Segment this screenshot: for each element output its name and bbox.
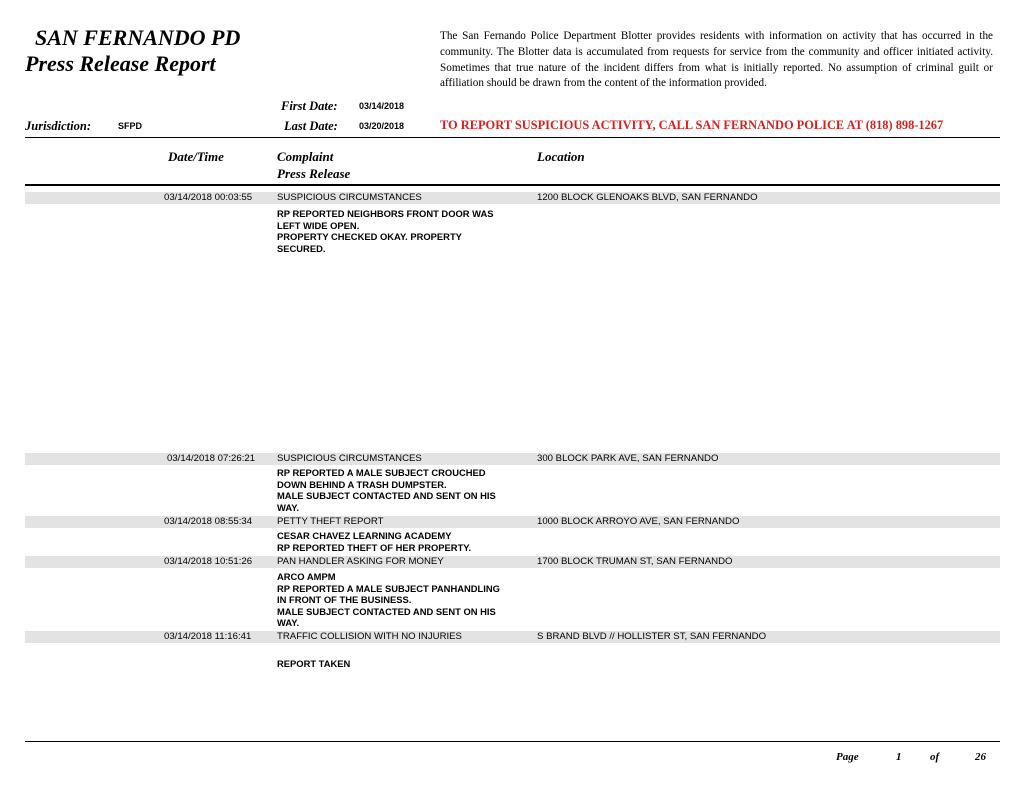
record-complaint: PAN HANDLER ASKING FOR MONEY bbox=[277, 556, 444, 567]
record-release-line: ARCO AMPM bbox=[277, 571, 336, 582]
record-location: 1700 BLOCK TRUMAN ST, SAN FERNANDO bbox=[537, 556, 733, 567]
header-divider bbox=[25, 137, 1000, 138]
report-title: Press Release Report bbox=[25, 51, 216, 76]
record-location: 300 BLOCK PARK AVE, SAN FERNANDO bbox=[537, 453, 719, 464]
record-datetime: 03/14/2018 08:55:34 bbox=[164, 516, 253, 527]
record-location: S BRAND BLVD // HOLLISTER ST, SAN FERNANDO bbox=[537, 631, 767, 642]
suspicious-activity-warning: TO REPORT SUSPICIOUS ACTIVITY, CALL SAN FERNANDO POLICE AT (818) 898-1267 bbox=[440, 118, 944, 132]
column-divider bbox=[25, 184, 1000, 186]
record-release-line: MALE SUBJECT CONTACTED AND SENT ON HIS bbox=[277, 490, 496, 501]
record-complaint: TRAFFIC COLLISION WITH NO INJURIES bbox=[277, 631, 462, 642]
record-datetime: 03/14/2018 07:26:21 bbox=[167, 453, 256, 464]
record-release-line: WAY. bbox=[277, 501, 300, 513]
jurisdiction-label: Jurisdiction: bbox=[25, 119, 91, 133]
page-number: 1 bbox=[896, 751, 902, 763]
first-date-label: First Date: bbox=[281, 99, 338, 113]
record-datetime: 03/14/2018 11:16:41 bbox=[164, 631, 252, 642]
record-release-line: LEFT WIDE OPEN. bbox=[277, 219, 360, 231]
record-release-line: IN FRONT OF THE BUSINESS. bbox=[277, 594, 412, 605]
of-label: of bbox=[930, 751, 940, 763]
record-complaint: SUSPICIOUS CIRCUMSTANCES bbox=[277, 453, 422, 464]
column-complaint: Complaint bbox=[277, 149, 334, 164]
record-release-line: RP REPORTED A MALE SUBJECT CROUCHED bbox=[277, 467, 486, 478]
jurisdiction-value: SFPD bbox=[118, 121, 143, 131]
record-release-line: RP REPORTED A MALE SUBJECT PANHANDLING bbox=[277, 582, 500, 594]
record-complaint: SUSPICIOUS CIRCUMSTANCES bbox=[277, 192, 422, 203]
agency-name: SAN FERNANDO PD bbox=[35, 25, 241, 50]
record-release-line: MALE SUBJECT CONTACTED AND SENT ON HIS bbox=[277, 605, 496, 617]
column-datetime: Date/Time bbox=[168, 149, 224, 164]
record-release-line: CESAR CHAVEZ LEARNING ACADEMY bbox=[277, 530, 452, 541]
total-pages: 26 bbox=[975, 751, 986, 763]
record-datetime: 03/14/2018 10:51:26 bbox=[164, 556, 253, 567]
record-release-line: RP REPORTED THEFT OF HER PROPERTY. bbox=[277, 541, 472, 553]
last-date-value: 03/20/2018 bbox=[359, 121, 405, 131]
record-location: 1000 BLOCK ARROYO AVE, SAN FERNANDO bbox=[537, 516, 740, 527]
record-release-line: PROPERTY CHECKED OKAY. PROPERTY bbox=[277, 231, 462, 242]
column-press-release: Press Release bbox=[277, 166, 351, 181]
record-release-line: SECURED. bbox=[277, 242, 326, 254]
record-release-line: WAY. bbox=[277, 617, 300, 628]
record-release-line: REPORT TAKEN bbox=[277, 658, 351, 669]
footer-divider bbox=[25, 741, 1000, 742]
record-location: 1200 BLOCK GLENOAKS BLVD, SAN FERNANDO bbox=[537, 192, 758, 203]
record-release-line: DOWN BEHIND A TRASH DUMPSTER. bbox=[277, 478, 447, 490]
disclaimer-text: The San Fernando Police Department Blotter provides residents with information on activity that has occurred in the community. The Blotter data is accumulated from requests for service from the community and officer initiated activity. Sometimes that true nature of the incident differs from what is initially reported. No assumption of criminal guilt or affiliation should be drawn from the content of the information provided. bbox=[440, 30, 993, 90]
record-datetime: 03/14/2018 00:03:55 bbox=[164, 192, 253, 203]
first-date-value: 03/14/2018 bbox=[359, 101, 405, 111]
column-location: Location bbox=[537, 149, 585, 164]
record-complaint: PETTY THEFT REPORT bbox=[277, 516, 384, 527]
last-date-label: Last Date: bbox=[284, 119, 338, 133]
page-label: Page bbox=[836, 751, 859, 763]
record-release-line: RP REPORTED NEIGHBORS FRONT DOOR WAS bbox=[277, 208, 494, 219]
